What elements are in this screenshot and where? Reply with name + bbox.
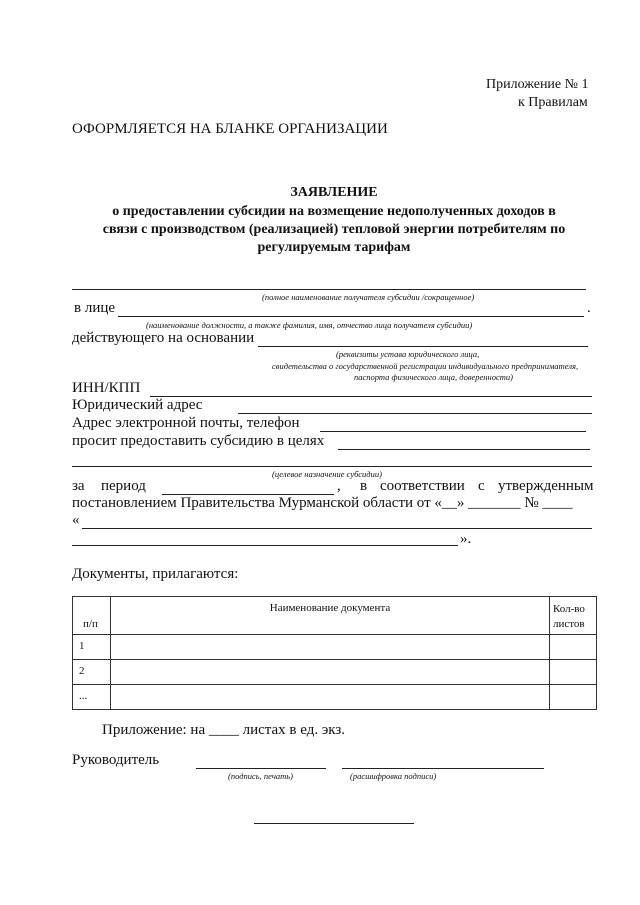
contact-label: Адрес электронной почты, телефон [72, 415, 300, 431]
bottom-divider [254, 823, 414, 824]
person-label: в лице [74, 300, 116, 316]
decree-name-field[interactable] [82, 528, 592, 529]
recipient-name-field[interactable] [72, 289, 586, 290]
quote-open: « [72, 512, 80, 528]
document-heading: ЗАЯВЛЕНИЕ [290, 185, 378, 200]
column-document-name: Наименование документа [111, 597, 550, 635]
recipient-hint: (полное наименование получателя субсидии /сокращенное) [262, 292, 475, 302]
basis-hint-3: паспорта физического лица, доверенности) [354, 372, 513, 382]
column-sheets: Кол-во листов [550, 597, 597, 635]
contact-field[interactable] [320, 431, 586, 432]
basis-label: действующего на основании [72, 330, 255, 346]
table-row [73, 660, 597, 685]
purpose-field[interactable] [338, 449, 590, 450]
decree-name-field-2[interactable] [72, 545, 458, 546]
row-number: 1 [73, 635, 111, 660]
appendix-number: Приложение № 1 [486, 77, 589, 92]
document-subject-line-1: о предоставлении субсидии на возмещение недополученных доходов в [112, 204, 556, 219]
period-word-6: утвержденным [498, 478, 594, 494]
table-row [73, 685, 597, 710]
table-header-row [73, 597, 597, 635]
signature-decode-hint: (расшифровка подписи) [350, 771, 437, 781]
signature-decode-field[interactable] [342, 768, 544, 769]
document-subject-line-2: связи с производством (реализацией) тепловой энергии потребителям по [102, 222, 566, 237]
period-word-4: соответствии [380, 478, 465, 494]
sheets-cell[interactable] [550, 635, 597, 660]
period-word-2: период [101, 478, 146, 494]
row-number: 2 [73, 660, 111, 685]
period-comma: , [337, 478, 341, 494]
document-name-cell[interactable] [111, 685, 550, 710]
quote-close: ». [460, 531, 472, 547]
period-word-5: с [478, 478, 485, 494]
signature-field[interactable] [196, 768, 326, 769]
period-word-1: за [72, 478, 85, 494]
inn-field[interactable] [150, 396, 592, 397]
sheets-cell[interactable] [550, 685, 597, 710]
period-word-3: в [360, 478, 368, 494]
blank-note: ОФОРМЛЯЕТСЯ НА БЛАНКЕ ОРГАНИЗАЦИИ [72, 121, 388, 137]
table-row [73, 635, 597, 660]
person-field[interactable] [118, 316, 584, 317]
appendix-rules: к Правилам [518, 95, 588, 110]
document-name-cell[interactable] [111, 660, 550, 685]
person-end: . [587, 300, 591, 316]
person-hint: (наименование должности, а также фамилия, имя, отчество лица получателя субсидии) [146, 320, 473, 330]
attachment-note: Приложение: на ____ листах в ед. экз. [102, 722, 346, 738]
basis-field[interactable] [258, 346, 588, 347]
documents-table [72, 596, 597, 710]
signature-hint: (подпись, печать) [228, 771, 293, 781]
address-field[interactable] [238, 413, 592, 414]
basis-hint-1: (реквизиты устава юридического лица, [336, 349, 480, 359]
basis-hint-2: свидетельства о государственной регистрации индивидуального предпринимателя, [272, 361, 579, 371]
decree-text: постановлением Правительства Мурманской области от «__» _______ № ____ [72, 495, 573, 511]
purpose-hint: (целевое назначение субсидии) [272, 469, 382, 479]
inn-label: ИНН/КПП [72, 380, 141, 396]
document-name-cell[interactable] [111, 635, 550, 660]
row-number: ... [73, 685, 111, 710]
purpose-field-2[interactable] [72, 466, 592, 467]
purpose-label: просит предоставить субсидию в целях [72, 433, 325, 449]
document-subject-line-3: регулируемым тарифам [257, 240, 411, 255]
documents-heading: Документы, прилагаются: [72, 566, 239, 582]
sheets-cell[interactable] [550, 660, 597, 685]
signature-label: Руководитель [72, 752, 160, 768]
column-number: п/п [73, 597, 111, 635]
address-label: Юридический адрес [72, 397, 203, 413]
